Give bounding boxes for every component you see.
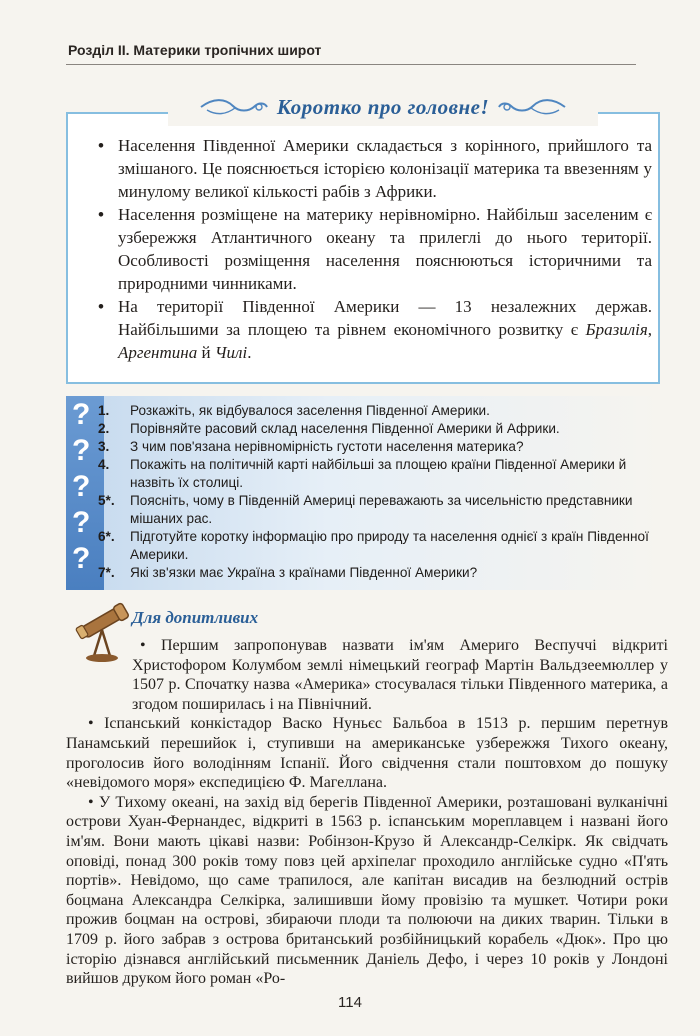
- summary-bullet-3: • На території Південної Америки — 13 незалежних держав. Найбільшими за площею та рівнем економічного розвитку є Бразилія, Аргентина й Чилі.: [98, 297, 652, 362]
- left-flourish-icon: [199, 96, 269, 118]
- question-item: 1. Розкажіть, як відбувалося заселення Південної Америки.: [98, 403, 490, 418]
- question-item: 4. Покажіть на політичній карті найбільші за площею країни Південної Америки й назвіть їх столиці.: [98, 457, 627, 490]
- summary-title-bar: [168, 88, 598, 126]
- header-divider: [66, 64, 636, 65]
- question-mark-icon: ?: [72, 470, 91, 503]
- summary-list: [96, 134, 652, 364]
- page-number: 114: [338, 994, 362, 1011]
- questions-list: [98, 402, 668, 582]
- right-flourish-icon: [497, 96, 567, 118]
- summary-bullet-1: • Населення Південної Америки складається з корінного, прийшлого та змішаного. Це пояснюється історією колонізації материка та ввезенням у минулому великої кількості рабів з Африки.: [98, 136, 652, 201]
- question-item: 2. Порівняйте расовий склад населення Південної Америки й Африки.: [98, 421, 560, 436]
- bullet-icon: •: [98, 297, 104, 316]
- question-mark-icon: ?: [72, 434, 91, 467]
- question-item: 3. З чим пов'язана нерівномірність густоти населення материка?: [98, 439, 524, 454]
- bullet-icon: •: [98, 205, 104, 224]
- section-header: Розділ II. Материки тропічних широт: [68, 42, 322, 58]
- curious-paragraph-1: • Першим запропонував назвати ім'ям Америго Веспуччі відкриті Христофором Колумбом землі німецький географ Мартін Вальдзеемюллер у 1507 р. Спочатку назва «Америка» стосувалася тільки Південного материка, а згодом поширилась і на Північний.: [132, 637, 668, 713]
- summary-title: Коротко про головне!: [276, 94, 490, 119]
- question-mark-icon: ?: [72, 542, 91, 575]
- curious-title: Для допитливих: [132, 608, 259, 627]
- question-mark-icon: ?: [72, 398, 91, 431]
- curious-paragraph-2: • Іспанський конкістадор Васко Нуньєс Бальбоа в 1513 р. першим перетнув Панамський перешийок і, ступивши на американське узбережжя Тихого океану, проголосив його володінням Іспанії. Його свідчення стали поштовхом до пошуку «невідомого моря» експедицією Ф. Магеллана.: [66, 715, 668, 792]
- question-mark-icon: ?: [72, 506, 91, 539]
- summary-bullet-2: • Населення розміщене на материку нерівномірно. Найбільш заселеним є узбережжя Атлантичного океану та прилеглі до нього території. Особливості розміщення населення пояснюються історичними та природними чинниками.: [98, 205, 652, 293]
- question-item: 7*. Які зв'язки має Україна з країнами Південної Америки?: [98, 565, 478, 580]
- question-item: 5*. Поясніть, чому в Південній Америці переважають за чисельністю представники мішаних рас.: [98, 493, 633, 526]
- bullet-icon: •: [98, 136, 104, 155]
- curious-text: [66, 636, 668, 989]
- question-item: 6*. Підготуйте коротку інформацію про природу та населення однієї з країн Південної Америки.: [98, 529, 649, 562]
- curious-paragraph-3: • У Тихому океані, на захід від берегів Південної Америки, розташовані вулканічні острови Хуан-Фернандес, відкриті в 1563 р. іспанським мореплавцем і названі його ім'ям. Вони мають цікаві назви: Робінзон-Крузо й Александр-Селкірк. Як свідчать оповіді, понад 300 років тому повз цей архіпелаг проходило англійське судно «П'ять портів». Невідомо, що саме трапилося, але капітан висадив на безлюдний острів боцмана Александра Селкірка, залишивши йому провізію та мушкет. Чотири роки прожив боцман на острові, збираючи плоди та полюючи на диких тварин. Тільки в 1709 р. його забрав з острова британський розбійницький корабель «Дюк». Про цю історію дізнався англійський письменник Даніель Дефо, і через 10 років у Лондоні вийшов друком його роман «Ро-: [66, 793, 668, 988]
